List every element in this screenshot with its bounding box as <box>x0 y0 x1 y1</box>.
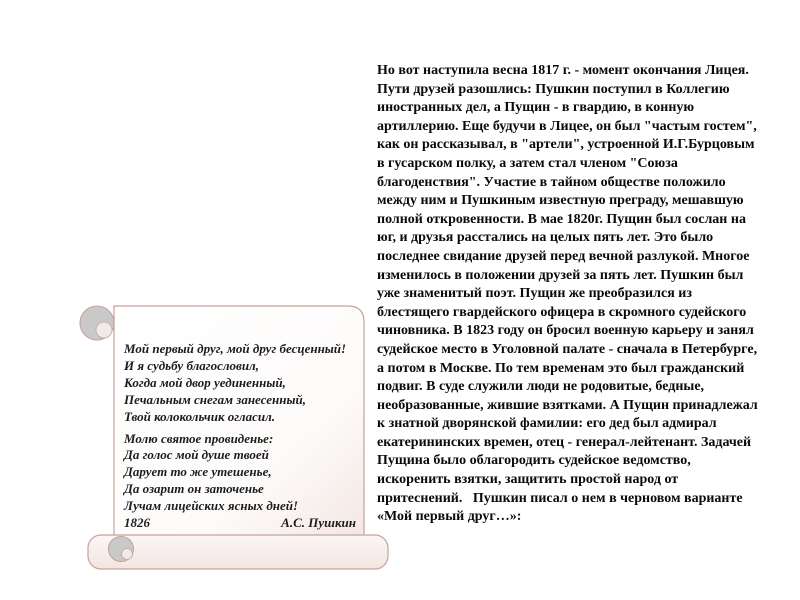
scroll-top-curl-inner <box>96 322 112 338</box>
poem-line: Когда мой двор уединенный, <box>124 374 286 390</box>
poem-line: Твой колокольчик огласил. <box>124 408 276 424</box>
poem-line: Да голос мой душе твоей <box>124 447 269 463</box>
poem-line: Печальным снегам занесенный, <box>124 391 306 407</box>
poem-year: 1826 <box>124 515 150 531</box>
poem-line: Да озарит он заточенье <box>124 481 264 497</box>
poem-stanza-1 <box>124 341 356 426</box>
poem-line: Мой первый друг, мой друг бесценный! <box>124 341 347 356</box>
poem-line: Молю святое провиденье: <box>124 430 274 446</box>
poem-footer <box>124 515 356 532</box>
scroll-bottom-curl-inner <box>122 549 133 560</box>
poem-line: Лучам лицейских ясных дней! <box>124 498 299 514</box>
main-text-block: Но вот наступила весна 1817 г. - момент окончания Лицея. Пути друзей разошлись: Пушкин поступил в Коллегию иностранных дел, а Пущин - в гвардию, в конную артиллерию. Еще будучи в Лицее, он был "частым гостем", как он рассказывал, в "артели", устроенной И.Г.Бурцовым в гусарском полку, а затем стал членом "Союза благоденствия". Участие в тайном обществе положило между ним и Пушкиным известную преграду, мешавшую полной откровенности. В мае 1820г. Пущин был сослан на юг, и друзья расстались на целых пять лет. Это было последнее свидание друзей перед вечной разлукой. Многое изменилось в положении друзей за пять лет. Пушкин был уже знаменитый поэт. Пущин же преобразился из блестящего гвардейского офицера в скромного судейского чиновника. В 1823 году он бросил военную карьеру и занял судейское место в Уголовной палате - сначала в Петербурге, а потом в Москве. По тем временам это был гражданский подвиг. В суде служили люди не родовитые, бедные, необразованные, жившие взятками. А Пущин принадлежал к знатной дворянской фамилии: его дед был адмирал екатерининских времен, отец - генерал-лейтенант. Задачей Пущина было облагородить судейское ведомство, искоренить взятки, защитить простой народ от притеснений. Пушкин писал о нем в черновом варианте «Мой первый друг…»: <box>377 63 762 525</box>
poem-author: А.С. Пушкин <box>281 515 356 531</box>
poem-line: И я судьбу благословил, <box>124 357 259 373</box>
poem <box>124 341 356 532</box>
poem-line: Дарует то же утешенье, <box>124 464 272 480</box>
poem-stanza-2 <box>124 431 356 516</box>
